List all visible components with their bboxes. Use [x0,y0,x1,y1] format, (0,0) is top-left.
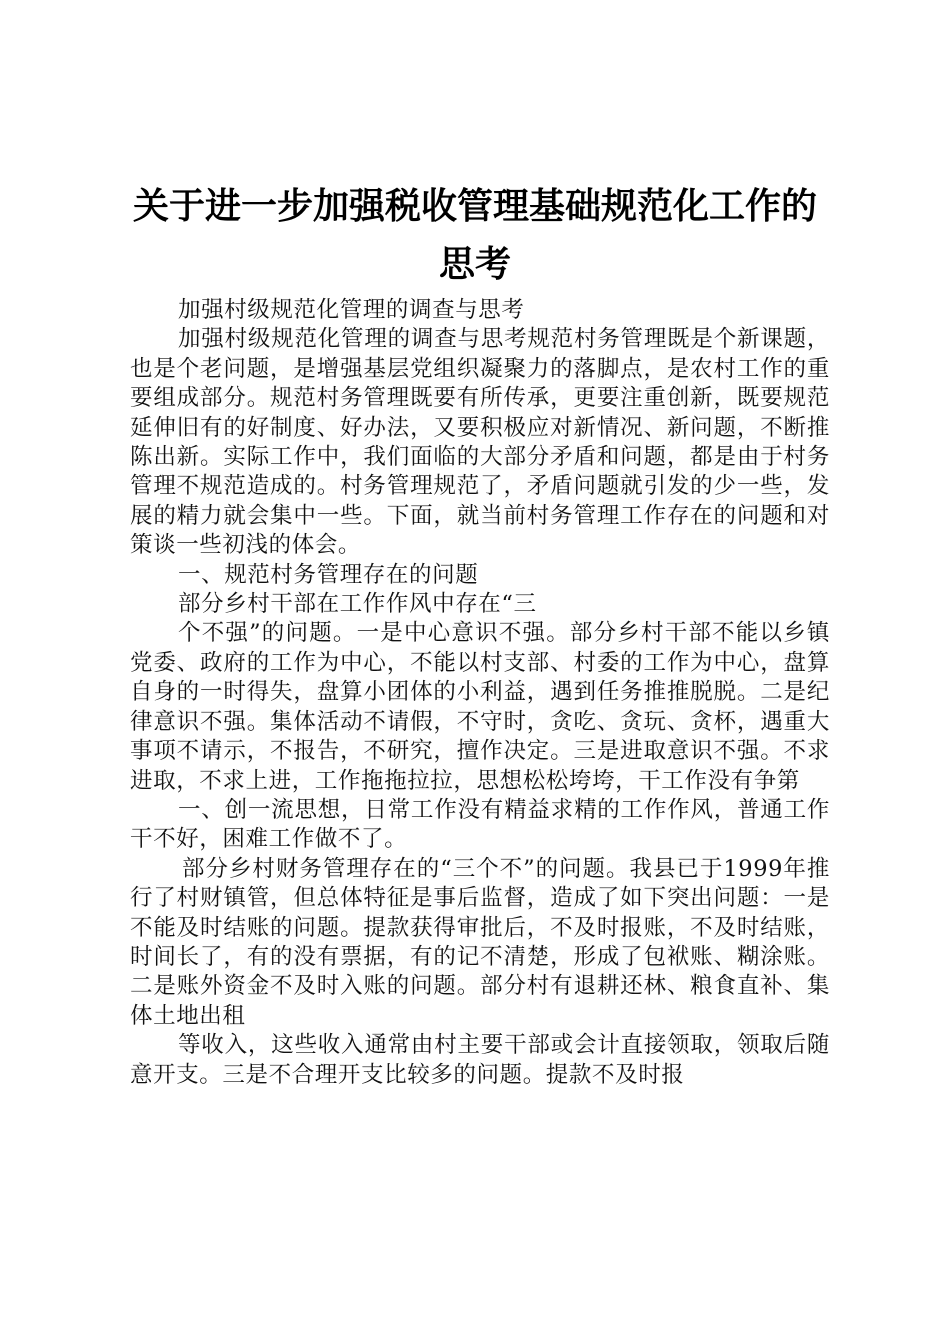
paragraph-subtitle: 加强村级规范化管理的调查与思考 [178,297,525,323]
section-heading-problems: 一、规范村务管理存在的问题 [178,561,479,588]
paragraph-style-issue: 个不强”的问题。一是中心意识不强。部分乡村干部不能以乡镇党委、政府的工作为中心，不能以村支部、村委的工作为中心，盘算自身的一时得失，盘算小团体的小利益，遇到任务推推脱脱。二是纪律意识不强。集体活动不请假，不守时，贪吃、贪玩、贪杯，遇重大事项不请示，不报告，不研究，擅作决定。三是进取意识不强。不求进取，不求上进，工作拖拖拉拉，思想松松垮垮，干工作没有争第 [130,620,830,794]
paragraph-income-issue: 等收入，这些收入通常由村主要干部或会计直接领取，领取后随意开支。三是不合理开支比较多的问题。提款不及时报 [130,1032,830,1088]
paragraph-intro: 加强村级规范化管理的调查与思考规范村务管理既是个新课题，也是个老问题，是增强基层党组织凝聚力的落脚点，是农村工作的重要组成部分。规范村务管理既要有所传承，更要注重创新，既要规范延伸旧有的好制度、好办法，又要积极应对新情况、新问题，不断推陈出新。实际工作中，我们面临的大部分矛盾和问题，都是由于村务管理不规范造成的。村务管理规范了，矛盾问题就引发的少一些，发展的精力就会集中一些。下面，就当前村务管理工作存在的问题和对策谈一些初浅的体会。 [130,326,830,559]
document-title: 关于进一步加强税收管理基础规范化工作的思考 [132,186,817,285]
paragraph-first-class: 一、创一流思想，日常工作没有精益求精的工作作风，普通工作干不好，困难工作做不了。 [130,796,830,853]
document-body [130,296,830,1090]
paragraph-style-issue-start: 部分乡村干部在工作作风中存在“三 [178,591,537,618]
paragraph-finance-issue: 部分乡村财务管理存在的“三个不”的问题。我县已于1999年推行了村财镇管，但总体特征是事后监督，造成了如下突出问题：一是不能及时结账的问题。提款获得审批后，不及时报账，不及时结账，时间长了，有的没有票据，有的记不清楚，形成了包袱账、糊涂账。二是账外资金不及时入账的问题。部分村有退耕还林、粮食直补、集体土地出租 [130,855,830,1029]
